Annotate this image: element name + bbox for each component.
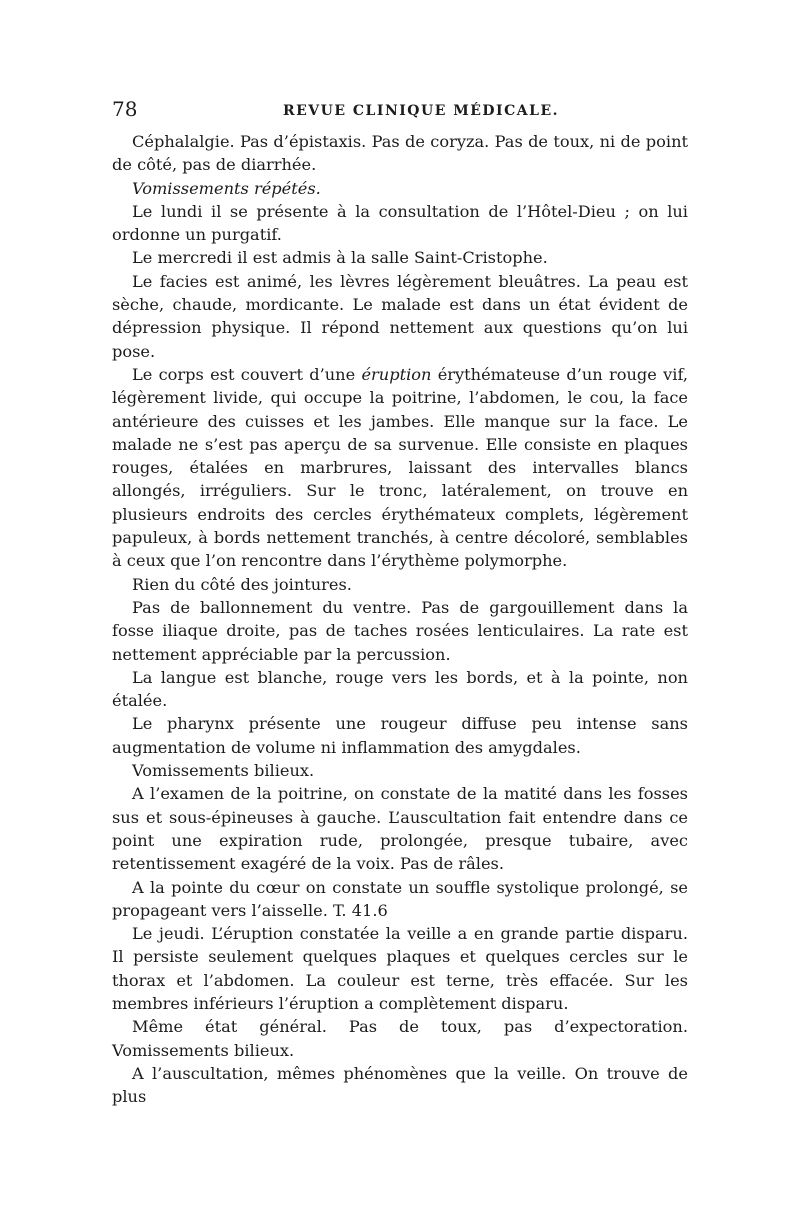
text-run: érythémateuse d’un rouge vif, légèrement livide, qui occupe la poitrine, l’abdomen, le cou, la face antérieure des cuisses et les jambes. Elle manque sur la face. Le malade ne s’est pas aperçu de sa survenue. Elle consiste en plaques rouges, étalées en marbrures, laissant des intervalles blancs allongés, irréguliers. Sur le tronc, latéralement, on trouve en plusieurs endroits des cercles érythémateux complets, légèrement papuleux, à bords nettement tranchés, à centre décoloré, semblables à ceux que l’on rencontre dans l’érythème polymorphe.	[112, 364, 689, 571]
body-text	[112, 130, 688, 1108]
paragraph: Le facies est animé, les lèvres légèrement bleuâtres. La peau est sèche, chaude, mordicante. Le malade est dans un état évident de dépression physique. Il répond nettement aux questions qu’on lui pose.	[112, 271, 688, 361]
paragraph: Céphalalgie. Pas d’épistaxis. Pas de coryza. Pas de toux, ni de point de côté, pas de diarrhée.	[112, 132, 688, 175]
paragraph: A la pointe du cœur on constate un souffle systolique prolongé, se propageant vers l’aisselle. T. 41.6	[112, 877, 688, 920]
page-number: 78	[112, 97, 138, 121]
running-head: REVUE CLINIQUE MÉDICALE.	[282, 103, 559, 119]
paragraph: Le mercredi il est admis à la salle Saint-Cristophe.	[132, 248, 548, 268]
paragraph: Le pharynx présente une rougeur diffuse peu intense sans augmentation de volume ni inflammation des amygdales.	[112, 714, 688, 757]
paragraph: A l’auscultation, mêmes phénomènes que la veille. On trouve de plus	[112, 1063, 688, 1107]
paragraph-italic: Vomissements répétés.	[132, 178, 321, 198]
paragraph: Même état général. Pas de toux, pas d’expectoration. Vomissements bilieux.	[112, 1017, 688, 1060]
paragraph: Le jeudi. L’éruption constatée la veille a en grande partie disparu. Il persiste seulement quelques plaques et quelques cercles sur le thorax et l’abdomen. La couleur est terne, très effacée. Sur les membres inférieurs l’éruption a complètement disparu.	[112, 924, 688, 1013]
text-run: Le corps est couvert d’une	[132, 364, 362, 384]
paragraph: Pas de ballonnement du ventre. Pas de gargouillement dans la fosse iliaque droite, pas de taches rosées lenticulaires. La rate est nettement appréciable par la percussion.	[112, 597, 688, 664]
paragraph: A l’examen de la poitrine, on constate de la matité dans les fosses sus et sous-épineuses à gauche. L’auscultation fait entendre dans ce point une expiration rude, prolongée, presque tubaire, avec retentissement exagéré de la voix. Pas de râles.	[112, 784, 688, 874]
italic-term-eruption: éruption	[361, 364, 432, 384]
paragraph: Vomissements bilieux.	[132, 761, 315, 781]
paragraph-eruption	[112, 363, 688, 573]
paragraph: Rien du côté des jointures.	[132, 574, 352, 594]
page-header	[112, 94, 690, 124]
paragraph: Le lundi il se présente à la consultation de l’Hôtel-Dieu ; on lui ordonne un purgatif.	[112, 201, 688, 245]
paragraph: La langue est blanche, rouge vers les bords, et à la pointe, non étalée.	[112, 667, 688, 711]
